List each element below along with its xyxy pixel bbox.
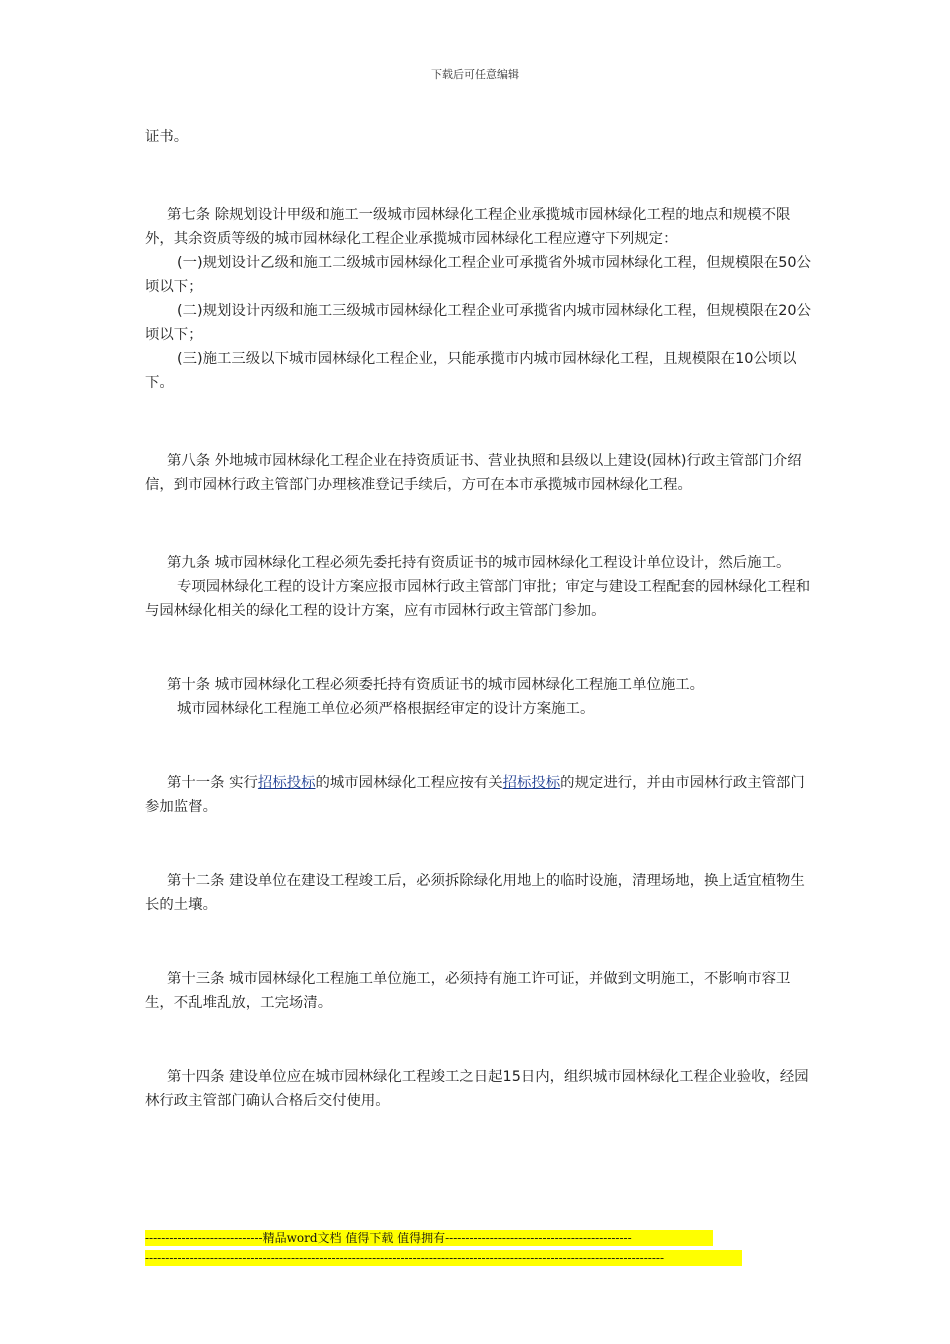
article-9-para-1: 第九条 城市园林绿化工程必须先委托持有资质证书的城市园林绿化工程设计单位设计，然后施工。	[167, 555, 791, 571]
paragraph-continuation: 证书。	[145, 129, 189, 145]
article-11-text-end: 的规定进行，并由市园林行政主管部门参加监督。	[145, 775, 805, 815]
article-12: 第十二条 建设单位在建设工程竣工后，必须拆除绿化用地上的临时设施，清理场地，换上适宜植物生长的土壤。	[145, 873, 805, 913]
article-11-text-middle: 的城市园林绿化工程应按有关	[315, 775, 503, 791]
article-11-text-start: 第十一条 实行	[167, 775, 258, 791]
page-header: 下载后可任意编辑	[431, 68, 519, 81]
article-14: 第十四条 建设单位应在城市园林绿化工程竣工之日起15日内，组织城市园林绿化工程企业验收，经园林行政主管部门确认合格后交付使用。	[145, 1069, 809, 1109]
promo-footer	[145, 1230, 742, 1270]
article-8: 第八条 外地城市园林绿化工程企业在持资质证书、营业执照和县级以上建设(园林)行政主管部门介绍信，到市园林行政主管部门办理核准登记手续后，方可在本市承揽城市园林绿化工程。	[145, 453, 802, 493]
document-body	[145, 125, 815, 1113]
article-7-item-1: (一)规划设计乙级和施工二级城市园林绿化工程企业可承揽省外城市园林绿化工程，但规模限在50公顷以下；	[145, 255, 811, 295]
article-10-para-2: 城市园林绿化工程施工单位必须严格根据经审定的设计方案施工。	[177, 701, 595, 717]
footer-dashed-line: --------------------------------------------------------------------------------------------------------------------------------	[145, 1250, 742, 1266]
footer-banner-text: -----------------------------精品word文档 值得下载 值得拥有----------------------------------------------	[145, 1230, 713, 1246]
article-7-item-2: (二)规划设计丙级和施工三级城市园林绿化工程企业可承揽省内城市园林绿化工程，但规模限在20公顷以下；	[145, 303, 811, 343]
bidding-link-1[interactable]: 招标投标	[257, 775, 316, 791]
article-11	[145, 771, 815, 819]
article-9-para-2: 专项园林绿化工程的设计方案应报市园林行政主管部门审批；审定与建设工程配套的园林绿化工程和与园林绿化相关的绿化工程的设计方案，应有市园林行政主管部门参加。	[145, 579, 811, 619]
article-7-item-3: (三)施工三级以下城市园林绿化工程企业，只能承揽市内城市园林绿化工程，且规模限在10公顷以下。	[145, 351, 797, 391]
article-10-para-1: 第十条 城市园林绿化工程必须委托持有资质证书的城市园林绿化工程施工单位施工。	[167, 677, 705, 693]
article-7-intro: 第七条 除规划设计甲级和施工一级城市园林绿化工程企业承揽城市园林绿化工程的地点和规模不限外，其余资质等级的城市园林绿化工程企业承揽城市园林绿化工程应遵守下列规定：	[145, 207, 791, 247]
bidding-link-2[interactable]: 招标投标	[502, 775, 561, 791]
article-13: 第十三条 城市园林绿化工程施工单位施工，必须持有施工许可证，并做到文明施工，不影响市容卫生，不乱堆乱放，工完场清。	[145, 971, 791, 1011]
